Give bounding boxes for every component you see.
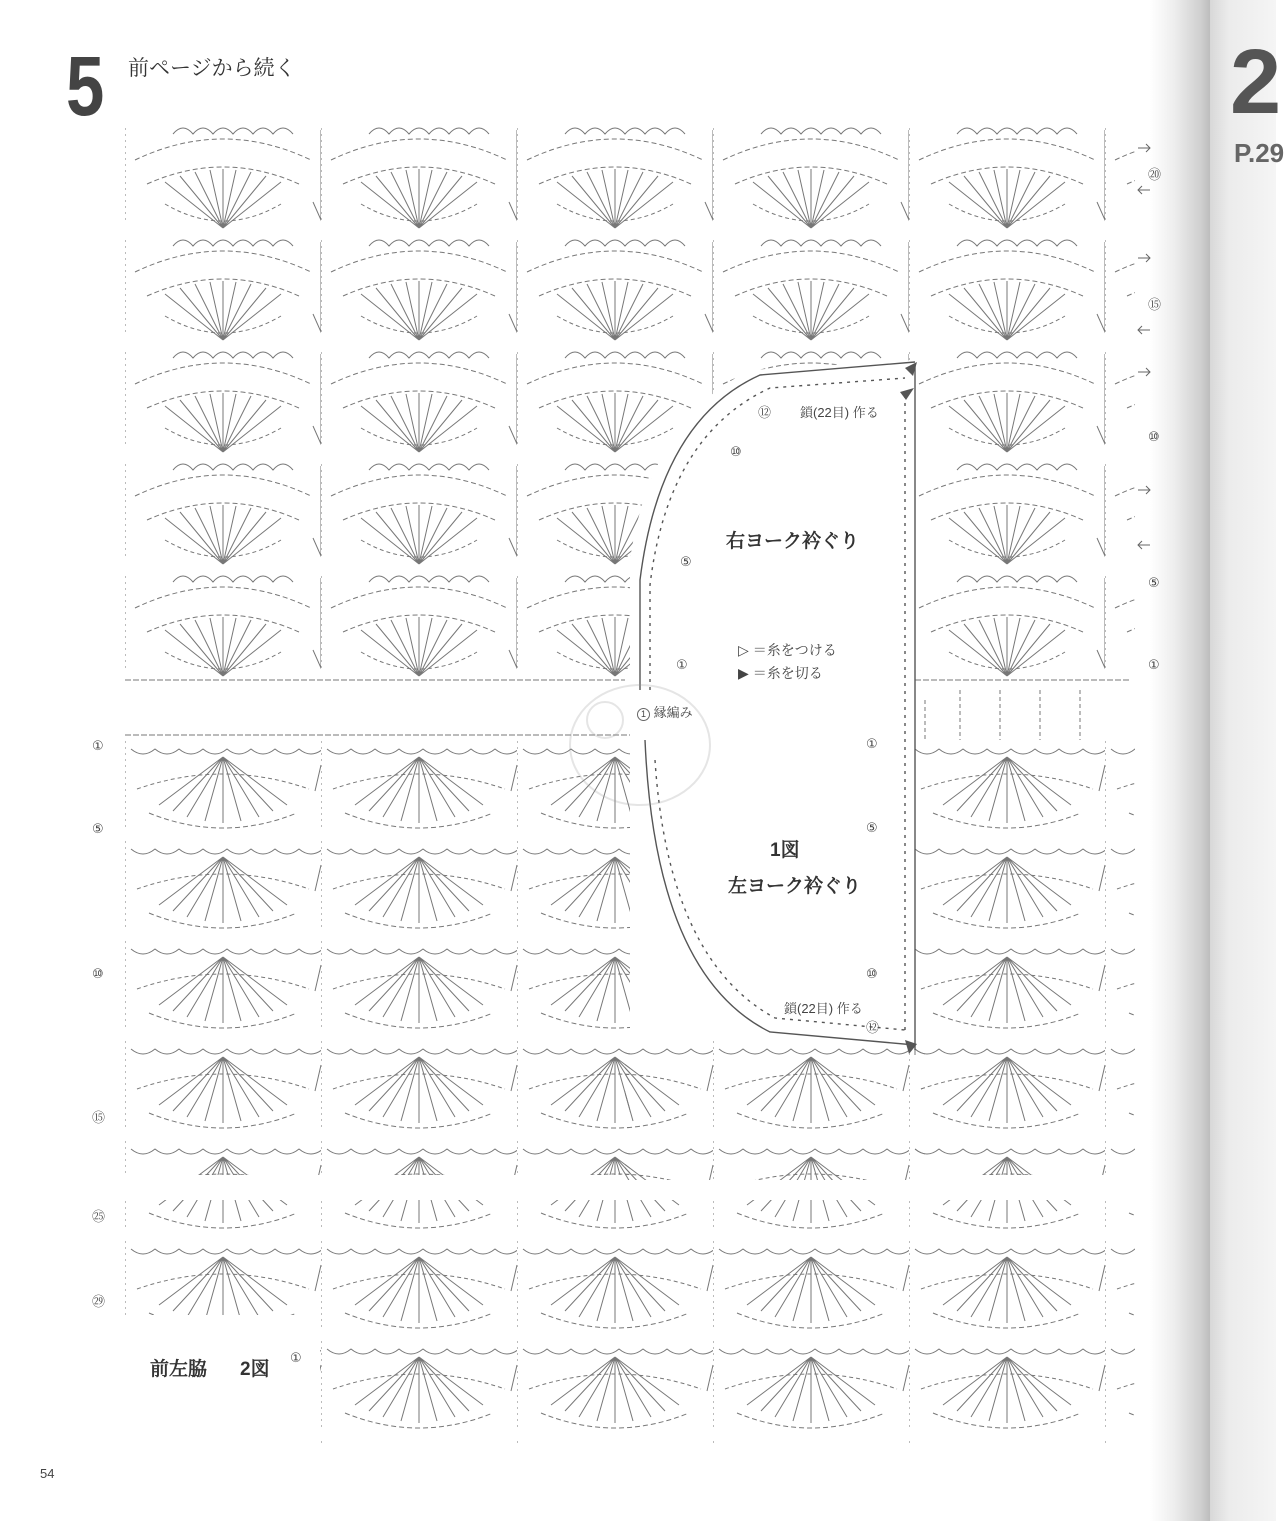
join-thread-icon: ▷ xyxy=(738,641,749,658)
figure-2-label: 2図 xyxy=(240,1359,270,1380)
right-yoke-neckline-label: 右ヨーク衿ぐり xyxy=(726,531,860,552)
neck-bottom-row-5: ⑤ xyxy=(866,820,878,835)
row-mark-1: ① xyxy=(1148,657,1160,672)
facing-page-number: 2 xyxy=(1230,31,1282,133)
row-mark-10: ⑩ xyxy=(1148,429,1160,444)
left-yoke-neckline-label: 左ヨーク衿ぐり xyxy=(728,876,862,897)
chain-22-bottom: 鎖(22目) 作る xyxy=(784,1001,863,1016)
lower-row-25: ㉕ xyxy=(92,1209,106,1224)
left-row-5: ⑤ xyxy=(92,821,104,836)
legend-cut xyxy=(738,663,823,683)
row-mark-20: ⑳ xyxy=(1148,167,1162,182)
edging-row-mark: 1 xyxy=(637,708,650,721)
neck-row-1: ① xyxy=(676,657,688,672)
edging-label: 縁編み xyxy=(653,705,693,720)
facing-page-ref: P.29 xyxy=(1234,138,1284,168)
left-row-15: ⑮ xyxy=(92,1110,106,1125)
edging-note xyxy=(637,702,693,721)
bottom-start-row-1: ① xyxy=(290,1350,302,1365)
cut-thread-text: ＝糸を切る xyxy=(752,665,823,681)
figure-1-label: 1図 xyxy=(770,840,800,861)
neck-bottom-row-12: ⑫ xyxy=(866,1020,880,1035)
left-row-1: ① xyxy=(92,738,104,753)
neck-bottom-row-1: ① xyxy=(866,736,878,751)
neck-row-10: ⑩ xyxy=(730,444,742,459)
continued-note: 前ページから続く xyxy=(128,57,296,80)
left-row-10: ⑩ xyxy=(92,966,104,981)
legend-join xyxy=(738,640,837,660)
cut-thread-icon: ▶ xyxy=(738,664,749,681)
join-thread-text: ＝糸をつける xyxy=(752,642,837,658)
chain-22-top: 鎖(22目) 作る xyxy=(800,405,879,420)
neck-bottom-row-10: ⑩ xyxy=(866,966,878,981)
lower-row-29: ㉙ xyxy=(92,1294,106,1309)
neck-row-5: ⑤ xyxy=(680,554,692,569)
neck-row-12: ⑫ xyxy=(758,405,772,420)
row-mark-15: ⑮ xyxy=(1148,297,1162,312)
front-left-side-label: 前左脇 xyxy=(150,1359,208,1380)
section-number: 5 xyxy=(66,39,105,133)
page-number: 54 xyxy=(40,1466,55,1481)
row-mark-5: ⑤ xyxy=(1148,575,1160,590)
